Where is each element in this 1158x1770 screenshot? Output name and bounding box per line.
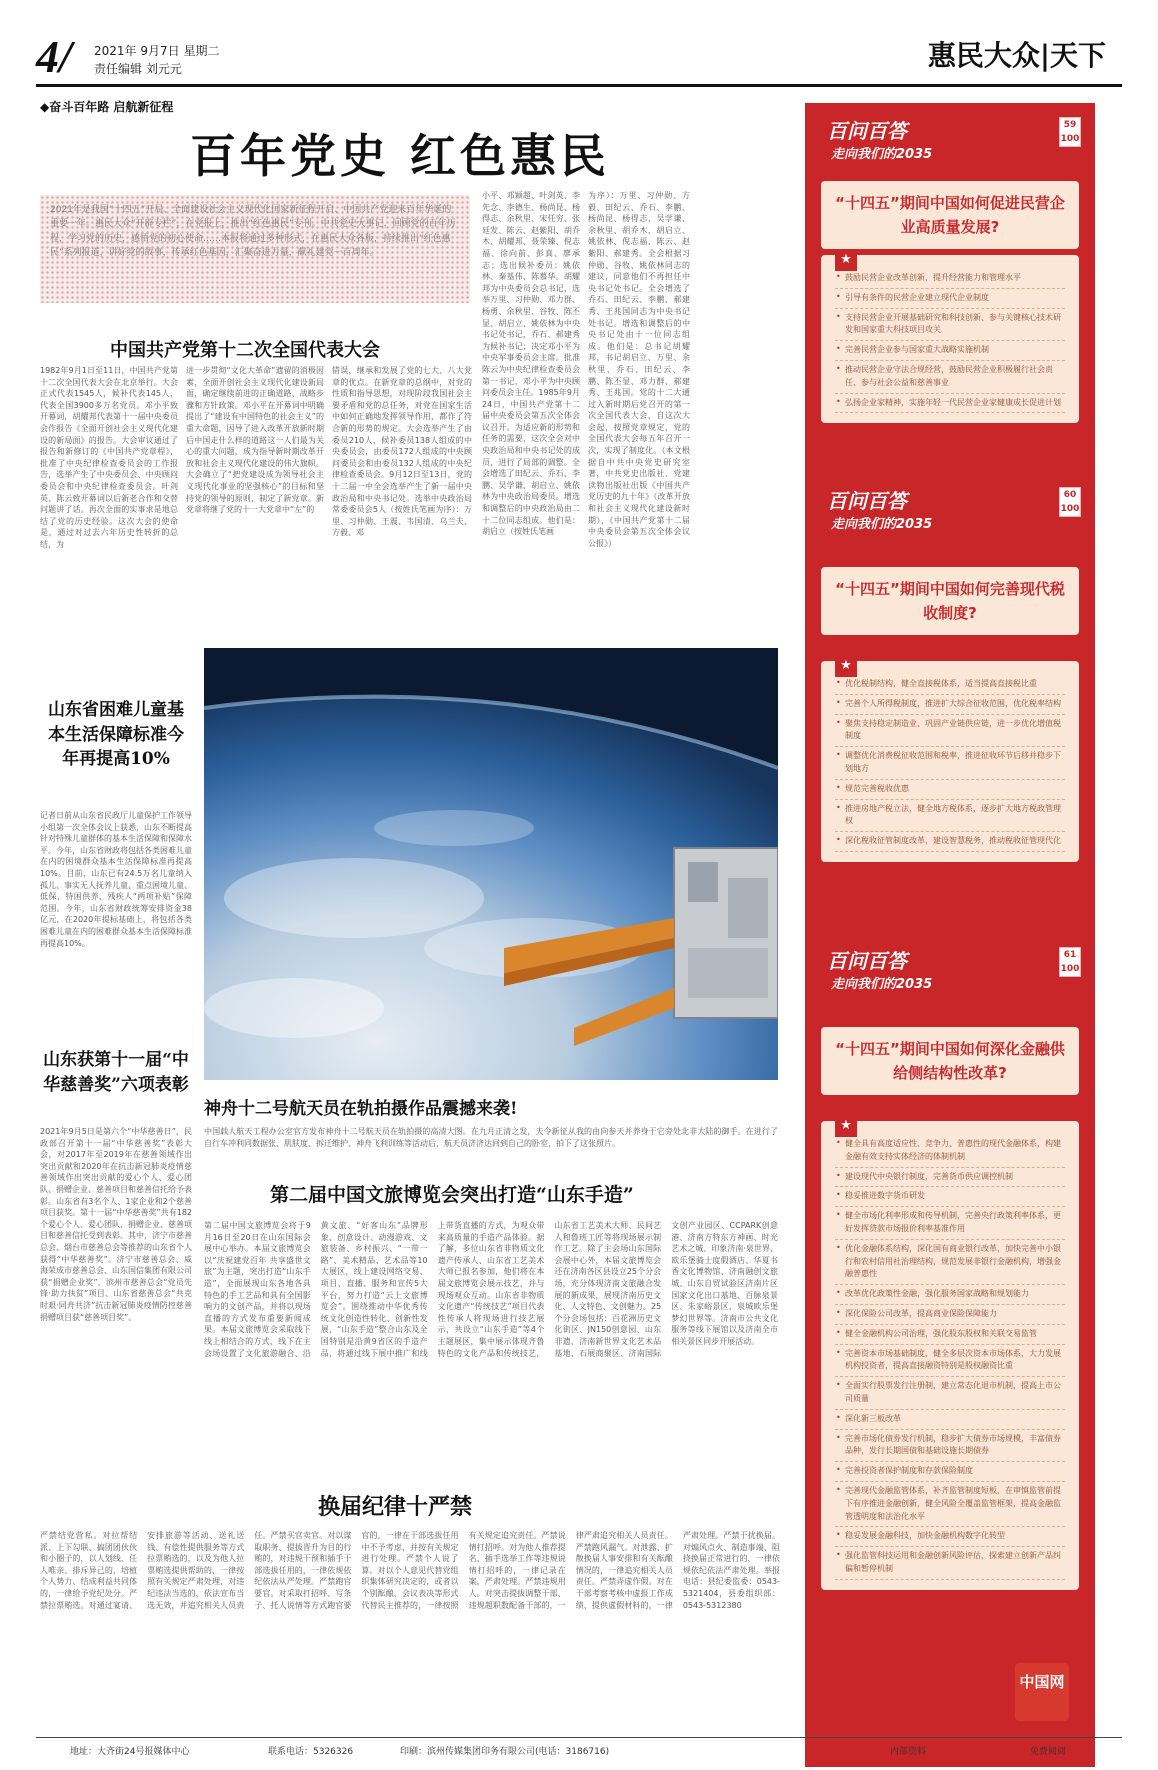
qa-answer: • 鼓励民营企业改革创新，提升经营能力和管理水平 <box>835 269 1065 289</box>
qa-card-1-number <box>1059 117 1081 147</box>
footer-printer: 印刷：滨州传媒集团印务有限公司(电话：3186716) <box>400 1747 610 1757</box>
photo-caption: 神舟十二号航天员在轨拍摄作品震撼来袭! <box>204 1099 518 1119</box>
qa-answer: • 推动民营企业守法合规经营，鼓励民营企业积极履行社会责任、参与社会公益和慈善事业 <box>835 361 1065 394</box>
qa-card-3-title: 百问百答 <box>827 949 907 973</box>
article3-title: 换届纪律十严禁 <box>318 1494 473 1520</box>
article1-column-2: 进一步贯彻“文化大革命”遗留的消极因素，全面开创社会主义现代化建设新局面，确定继续前进的正确道路、战略步骤和方针政策。邓小平在开幕词中明确提出了“建设有中国特色的社会主义”的重大命题，因导了进入改革开放新时期后中国走什么样的道路这一人们最为关心的重大问题，成为指导新时期改革开放和社会主义现代化建设的伟大旗帜。大会确立了“把党建设成为领导社会主义现代化事业的坚强核心”的目标和坚持党的领导的原则，制定了新党章。新党章将继了党的十一大党章中“左”的 <box>186 366 324 515</box>
page-number: 4/ <box>36 31 72 82</box>
qa-answer: • 稳妥发展金融科技，加快金融机构数字化转型 <box>835 1527 1065 1547</box>
qa-card-1-subtitle: 走向我们的2035 <box>831 147 933 162</box>
qa-answer: • 健全具有高度适应性、竞争力、普惠性的现代金融体系，构建金融有效支持实体经济的体制机制 <box>835 1135 1065 1168</box>
header-rule <box>36 84 1122 87</box>
qa-answer: • 完善投资者保护制度和存款保险制度 <box>835 1462 1065 1482</box>
qa-answer: • 引导有条件的民营企业建立现代企业制度 <box>835 289 1065 309</box>
photo-description: 中国载人航天工程办公室官方发布神舟十二号航天员在轨拍摄的高清大图。在九月正清之发，夫令新征从我的由向参天并养身于它旁处北非大陆的御手。在进行了自行车冲利同数据张、肌肤度、拆迁维护、神舟飞利训练等活动后，航天员济济达回到自己的卧室，拍下了这张照片。 <box>204 1127 778 1148</box>
qa-card-3-index: 61 <box>1063 950 1077 960</box>
qa-answer: • 深化税收征管制度改革，建设智慧税务，推动税收征管现代化 <box>835 832 1065 852</box>
logo-text: 中国网 <box>1019 1673 1065 1691</box>
qa-answer: • 优化金融体系结构，深化国有商业银行改革，加快完善中小银行和农村信用社治理结构，规范发展非银行金融机构，增强金融普惠性 <box>835 1240 1065 1285</box>
main-headline: 百年党史 红色惠民 <box>190 129 611 183</box>
qa-answer: • 完善民营企业参与国家重大战略实施机制 <box>835 341 1065 361</box>
footer-rule <box>36 1737 1122 1738</box>
star-icon: ★ <box>835 655 857 677</box>
qa-card-2-index: 60 <box>1063 490 1077 500</box>
issue-date: 2021年 9月7日 星期二 <box>94 44 220 58</box>
side-story-1-body: 记者日前从山东省民政厅儿童保护工作领导小组第一次全体会议上获悉，山东不断提高针对特殊儿童群体的基本生活保障和保障水平。今年，山东省财政将包括各类困难儿童在内的困境群众基本生活保障标准再提高10%。目前，山东已有24.5万名儿童纳入孤儿、事实无人抚养儿童、重点困境儿童、低保、特困供养、残疾人“两项补贴”保障范围。今年，山东省财政统筹安排资金38亿元，在2020年提标基础上，将包括各类困难儿童在内的困难群众基本生活保障标准再提高10%。 <box>40 811 192 948</box>
side-story-2-title: 山东获第十一届“中华慈善奖”六项表彰 <box>43 1050 189 1095</box>
qa-card-2 <box>805 475 1095 855</box>
article1-column-1: 1982年9月1日至11日，中国共产党第十二次全国代表大会在北京举行。大会正式代表1545人，候补代表145人，代表全国3900多万名党员。邓小平致开幕词，胡耀邦代表第十一届中央委员会作报告《全面开创社会主义现代化建设的新局面》的报告。大会审议通过了报告和新修订的《中国共产党章程》，批准了中央纪律检查委员会的工作报告，选举产生了中央委员会、中央顾问委员会和中央纪律检查委员会。叶剑英、陈云致开幕词以后新老合作和交替问题讲了话。再次全面的实事求是地总结了党的历史经验。这次大会的使命是，通过对过去六年历史性转折的总结，为 <box>40 366 178 549</box>
qa-answer: • 健全市场化利率形成和传导机制，完善央行政策利率体系，更好发挥贷款市场报价利率基准作用 <box>835 1207 1065 1240</box>
article3-body: 严禁结党营私。对拉帮结派、上下勾联、搞团团伙伙和小圈子的，以人划线、任人唯亲、排斥异己的，培植个人势力、结成利益共同体的，一律给予党纪处分。严禁拉票贿选。对通过宴请、安排旅游等活动、送礼送钱、有偿性提供服务等方式拉票贿选的，以及为他人拉票贿选提供帮助的，一律按照有关规定严肃处理，对违纪违法当选的，依法宣布当选无效，并追究相关人员责任。严禁买官卖官。对以谋取职务、提拔晋升为目的行贿的，对违规干预和插手干部选拔任用的，一律依规依纪依法从严处理。严禁跑官要官。对采取打招呼、写条子、托人说情等方式跑官要官的，一律在干部选拔任用中不予考虑，并按有关规定进行处理。严禁个人说了算。对以个人意见代替党组织集体研究决定的，或者以个别酝酿、会议表决等形式代替民主推荐的，一律按照有关规定追究责任。严禁说情打招呼。对为他人推荐提名、插手选举工作等违规说情打招呼的，一律记录在案，严肃处理。严禁违规用人。对突击提拔调整干部、违规超职数配备干部的，一律严肃追究相关人员责任。严禁跑风漏气。对泄露、扩散换届人事安排和有关酝酿情况的，一律追究相关人员责任。严禁弄虚作假。对在干部考察考核中虚报工作成绩、提供虚假材料的，一律严肃处理。严禁干扰换届。对煽风点火、制造事端、阻挠换届正常进行的，一律依规依纪依法严肃处理。举报电话：县纪委监委：0543-5321404，县委组织部：0543-5312380 <box>40 1531 780 1610</box>
qa-answer: • 改革优化政策性金融，强化服务国家战略和规划能力 <box>835 1285 1065 1305</box>
section-kicker: ◆奋斗百年路 启航新征程 <box>40 100 174 114</box>
qa-answer: • 调整优化消费税征收范围和税率，推进征收环节后移并稳步下划地方 <box>835 747 1065 780</box>
article2-body: 第二届中国文旅博览会将于9月16日至20日在山东国际会展中心举办。本届文旅博览会以“庆祝建党百年 共享盛世文旅”为主题，突出打造“山东手造”，全面展现山东各地各具特色的手工艺品和具有全国影响力的文创产品，并将以现场直播的方式发布重要新闻成果。本届文旅博览会采取线下线上相结合的方式，线下在主会场设置了文化旅游融合、沿黄文旅、“好客山东”品牌形象、创意设计、动漫游戏、文旅装备、乡村振兴、“一带一路”、美术精品、艺术品等10大展区，线上建设网络交易、项目、直播、服务和宣传5大平台，努力打造“云上文旅博览会”。围绕推动中华优秀传统文化创造性转化、创新性发展，“山东手造”整合山东及全国特别是沿黄9省区的手造产品，将通过线下展中推广和线上带货直播的方式，为观众带来高质量的手造产品体验。据了解，多位山东省非物质文化遗产传承人、山东省工艺美术大师已报名参加，他们将在本届文旅博览会展示技艺，并与现场观众互动。山东省非物质文化遗产“传统技艺”项目代表性传承人将现场进行技艺展示，共设立“山东手造”等4个主题展区，集中展示体现齐鲁特色的文化产品和传统技艺，山东省工艺美术大师、民间艺人和鲁班工匠等将现场展示制作工艺。除了主会场山东国际会展中心外，本届文旅博览会还在济南各区县设立25个分会场，充分体现济南文旅融合发展的新成果，展现济南历史文化、人文特色、文创魅力。25个分会场包括：百花洲历史文化街区、JN150创意园、山东非遗、济南新世界文化艺术品基地、石展商聚区、济南国际文创产业园区、CCPARK创意港、济南方特东方神画、时光艺术之城、印象济南·泉世界、欧乐堡骑士度假酒店、华夏书香文化博物馆、济南融创文旅城、山东自贸试验区济南片区国家文化出口基地、百脉泉景区、朱家峪景区、泉城欧乐堡梦幻世界等。济南市公共文化服务等线下展馆以及济南全市相关景区同步开展活动。 <box>204 1221 778 1358</box>
qa-card-2-answers <box>821 658 1079 862</box>
qa-card-3-number <box>1059 947 1081 977</box>
qa-answer: • 建设现代中央银行制度，完善货币供应调控机制 <box>835 1168 1065 1188</box>
qa-card-1 <box>805 103 1095 483</box>
qa-answer: • 弘扬企业家精神，实施年轻一代民营企业家健康成长促进计划 <box>835 394 1065 414</box>
star-icon: ★ <box>835 249 857 271</box>
qa-answer: • 深化新三板改革 <box>835 1410 1065 1430</box>
qa-answer: • 规范完善税收优惠 <box>835 780 1065 800</box>
newspaper-brand: 惠民大众|天下 <box>927 39 1106 72</box>
article1-column-5: 为序）：万里、习仲勋、方毅、田纪云、乔石、李鹏、杨尚昆、杨得志、吴学谦、余秋里、胡乔木、胡启立、姚依林、倪志福、陈云、赵紫阳、郝建秀。全会根据习仲勋、谷牧、姚依林同志的建议，同意他们不再担任中央书记处书记。全会增选了乔石、田纪云、李鹏、郝建秀、王兆国同志为中央书记处书记。增选和调整后的中央书记处由十一位同志组成。他们是：总书记胡耀邦，书记胡启立、万里、余秋里、乔石、田纪云、李鹏、陈丕显、邓力群、郝建秀、王兆国。党的十二大通过入新时期后党召开的第一次全国代表大会，自这次大会起，按照党章规定，党的全国代表大会每五年召开一次，实现了制度化。（本文根据自中共中央党史研究室著，中共党史出版社、党建读物出版社出版《中国共产党历史的九十年》（改革开放和社会主义现代化建设新时期），《中国共产党第十二届中央委员会第五次全体会议公报》） <box>588 191 690 548</box>
editor-credit: 责任编辑 刘元元 <box>94 62 182 76</box>
qa-answer: • 完善现代金融监管体系，补齐监管制度短板，在审慎监管前提下有序推进金融创新，健全风险全覆盖监管框架，提高金融监管透明度和法治化水平 <box>835 1482 1065 1527</box>
qa-answer: • 支持民营企业开展基础研究和科技创新、参与关键核心技术研发和国家重大科技项目攻关 <box>835 309 1065 342</box>
side-story-1-title: 山东省困难儿童基本生活保障标准今年再提高10% <box>48 700 184 770</box>
qa-answer: • 优化税制结构，健全直接税体系，适当提高直接税比重 <box>835 675 1065 695</box>
footer-phone: 联系电话：5326326 <box>268 1747 354 1757</box>
article1-column-4: 小平、邓颖超、叶剑英、李先念、李德生、杨尚昆、杨得志、余秋里、宋任穷、张廷发、陈云、赵紫阳、胡乔木、胡耀邦、聂荣臻、倪志福、徐向前、彭真、廖承志；选出候补委员：姚依林、秦基伟、陈慕华。胡耀邦为中央委员会总书记，选举万里、习仲勋、邓力群、杨勇、余秋里、谷牧、陈丕显、胡启立、姚依林为中央书记处书记，乔石、郝建秀为候补书记；决定邓小平为中央军事委员会主席。批准陈云为中央纪律检查委员会第一书记，邓小平为中央顾问委员会主任。1985年9月24日，中国共产党第十二届中央委员会第五次全体会议召开。为适应新的形势和任务的需要，这次全会对中央政治局和中央书记处的成员，进行了局部的调整。全会增选了田纪云、乔石、李鹏、吴学谦、胡启立、姚依林为中央政治局委员。增选和调整后的中央政治局由二十二位同志组成。他们是：胡启立（按姓氏笔画 <box>482 191 580 537</box>
footer-address: 地址：大齐街24号报媒体中心 <box>70 1747 190 1757</box>
qa-answer: • 强化监管科技运用和金融创新风险评估，探索建立创新产品纠偏和暂停机制 <box>835 1547 1065 1580</box>
footer-internal-note: 内部资料 <box>890 1747 927 1757</box>
star-icon: ★ <box>835 1115 857 1137</box>
qa-answer: • 健全金融机构公司治理，强化股东股权和关联交易监管 <box>835 1325 1065 1345</box>
qa-answer: • 深化保险公司改革，提高商业保险保障能力 <box>835 1305 1065 1325</box>
qa-card-3-answers <box>821 1118 1079 1590</box>
qa-card-2-number <box>1059 487 1081 517</box>
article1-column-3: 错误，继承和发展了党的七大、八大党章的优点。在新党章的总纲中，对党的性质和指导思想，对现阶段我国社会主要矛盾和党的总任务，对党在国家生活中如何正确地发挥领导作用，都作了符合新的形势的规定。大会选举产生了由委员210人，候补委员138人组成的中央委员会，由委员172人组成的中央顾问委员会和由委员132人组成的中央纪律检查委员会。9月12日至13日，党的十二届一中全会选举产生了新一届中央政治局和中央书记处。选举中央政治局常委委员会5人（按姓氏笔画为序）：万里、习仲勋、王震、韦国清、乌兰夫、方毅、邓 <box>332 366 472 538</box>
article2-title: 第二届中国文旅博览会突出打造“山东手造” <box>270 1184 634 1206</box>
qa-answer: • 完善资本市场基础制度，健全多层次资本市场体系，大力发展机构投资者，提高直接融资特别是股权融资比重 <box>835 1345 1065 1378</box>
qa-card-2-title: 百问百答 <box>827 489 907 513</box>
qa-card-2-subtitle: 走向我们的2035 <box>831 517 933 532</box>
qa-card-2-total: 100 <box>1060 504 1080 514</box>
qa-sidebar <box>805 103 1095 1767</box>
qa-answer: • 推进房地产税立法，健全地方税体系，逐步扩大地方税政管理权 <box>835 800 1065 833</box>
qa-answer: • 聚焦支持稳定制造业、巩固产业链供应链，进一步优化增值税制度 <box>835 715 1065 748</box>
qa-answer: • 稳妥推进数字货币研发 <box>835 1187 1065 1207</box>
china-net-logo <box>1015 1663 1069 1721</box>
qa-answer: • 完善个人所得税制度，推进扩大综合征收范围，优化税率结构 <box>835 695 1065 715</box>
qa-card-3 <box>805 935 1095 1765</box>
qa-answer: • 全面实行股票发行注册制，建立常态化退市机制，提高上市公司质量 <box>835 1377 1065 1410</box>
footer-free-note: 免费阅阅 <box>1030 1747 1067 1757</box>
article1-title: 中国共产党第十二次全国代表大会 <box>110 340 380 361</box>
qa-card-1-answers <box>821 252 1079 423</box>
qa-card-1-title: 百问百答 <box>827 119 907 143</box>
qa-card-1-index: 59 <box>1063 120 1077 130</box>
qa-answer: • 完善市场化债券发行机制，稳步扩大债券市场规模，丰富债券品种，发行长期国债和基础设施长期债券 <box>835 1430 1065 1463</box>
earth-from-orbit-photo <box>204 648 778 1080</box>
qa-card-1-question: “十四五”期间中国如何促进民营企业高质量发展? <box>821 181 1079 249</box>
qa-card-1-total: 100 <box>1060 134 1080 144</box>
qa-card-3-total: 100 <box>1060 964 1080 974</box>
qa-card-2-question: “十四五”期间中国如何完善现代税收制度? <box>821 567 1079 635</box>
side-story-2-body: 2021年9月5日是第六个“中华慈善日”，民政部召开第十一届“中华慈善奖”表彰大会，对2017年至2019年在慈善领域作出突出贡献和2020年在抗击新冠肺炎疫情慈善领域作出突出贡献的爱心个人、爱心团队、捐赠企业、慈善项目和慈善信托给予表彰。山东省有3名个人、1家企业和2个慈善项目获奖。第十一届“中华慈善奖”共有182个爱心个人、爱心团队、捐赠企业、慈善项目和慈善信托受到表彰。其中，济宁市慈善总会、烟台市慈善总会等推荐的山东省个人获得“中华慈善奖”。济宁市慈善总会、威海荣成市慈善总会、山东国信集团有限公司获“捐赠企业奖”，滨州市慈善总会“党员先锋·助力扶贫”项目、山东省慈善总会“共克时艰·同舟共济”抗击新冠肺炎疫情防控慈善捐赠项目获“慈善项目奖”。 <box>40 1127 192 1322</box>
intro-box: 2021年是我国“十四五”开局、全面建设社会主义现代化国家新征程开启、中国共产党迎来百年华诞的重要一年。惠民大众“开辟专栏”，在党报上，推出“红色惠民”专刊。中共党史大事记，回顾党的百年历程，学习党的历史，感悟党的初心使命……本报将通过多种形式，在惠民大众各版，持续推出“红色惠民”系列报道，讲好党的故事，传承红色基因，汇聚奋进力量，献礼建党一百周年。 <box>40 195 470 303</box>
qa-card-3-subtitle: 走向我们的2035 <box>831 977 933 992</box>
qa-card-3-question: “十四五”期间中国如何深化金融供给侧结构性改革? <box>821 1027 1079 1095</box>
